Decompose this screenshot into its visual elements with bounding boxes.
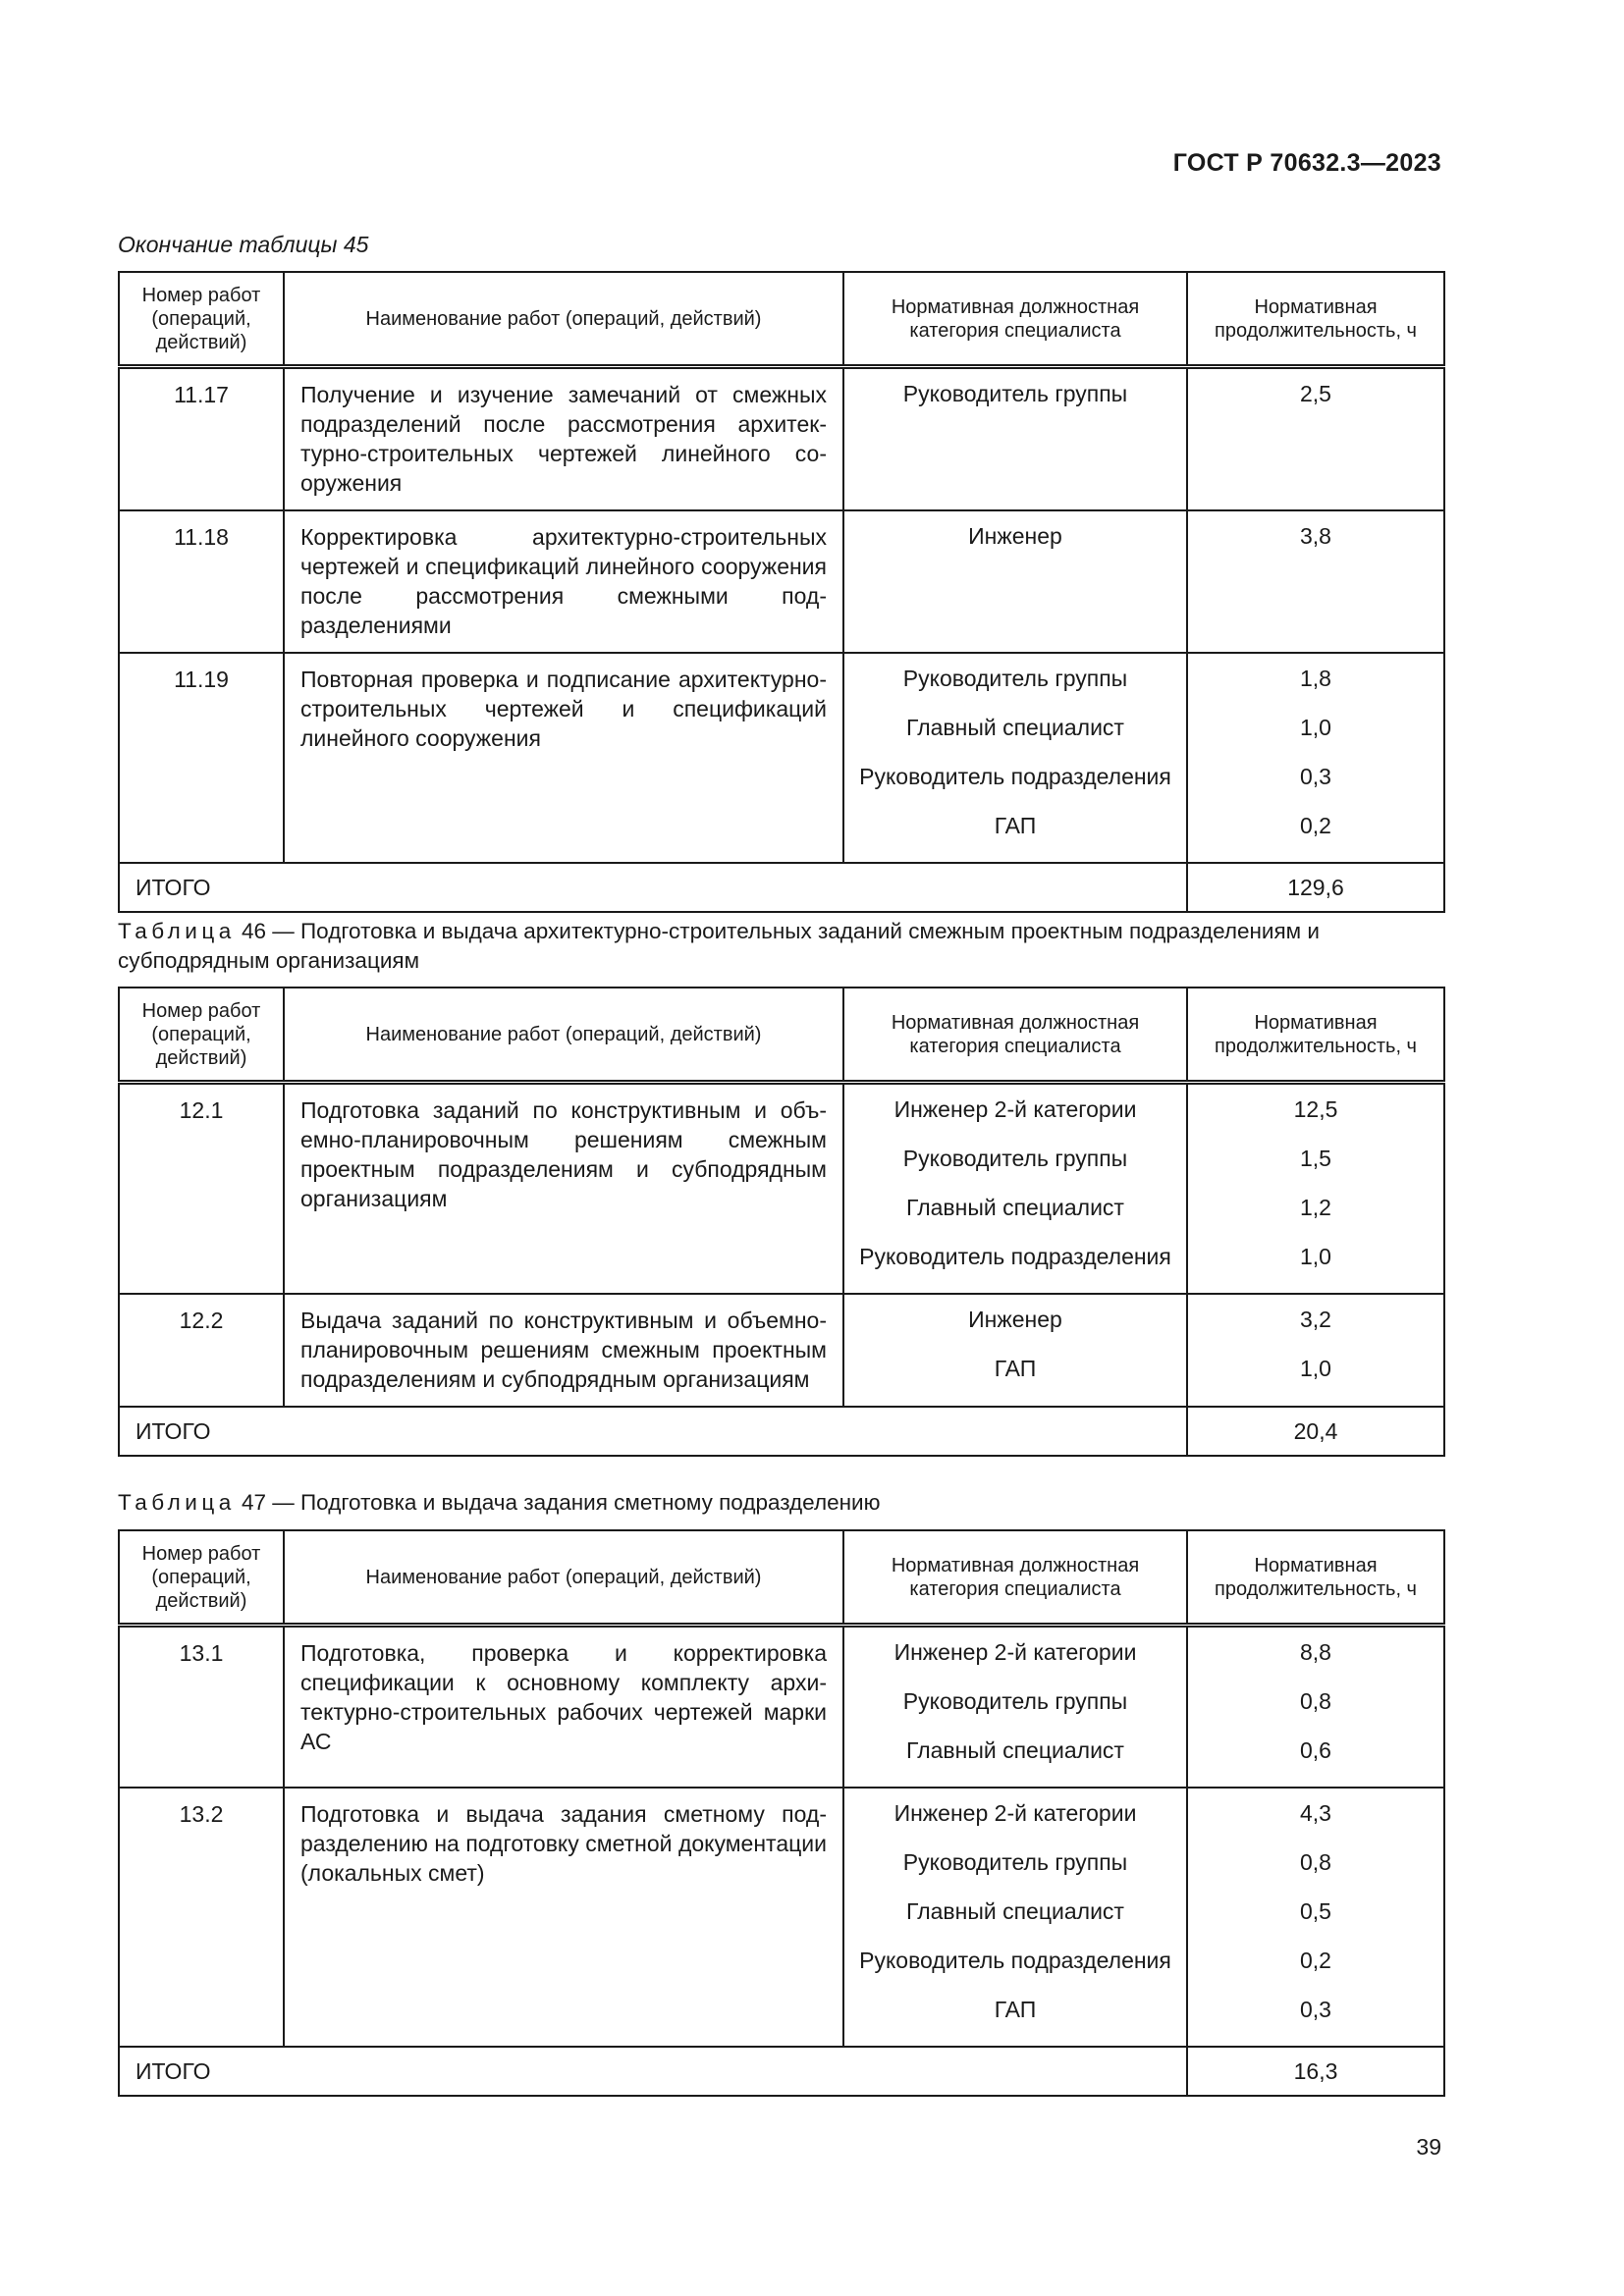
duration-value: 0,8	[1300, 1849, 1331, 1875]
caption-text: 46 — Подготовка и выдача архитектурно-строительных заданий смежным проектным подразделениям и субподрядным организациям	[118, 919, 1320, 973]
specialist-category: Главный специалист	[906, 1737, 1124, 1763]
duration-value: 1,0	[1300, 1356, 1331, 1381]
duration-value: 1,5	[1300, 1146, 1331, 1171]
column-header-duration: Нормативная продолжительность, ч	[1187, 272, 1444, 367]
document-code: ГОСТ Р 70632.3—2023	[1172, 149, 1441, 177]
duration-value: 4,3	[1300, 1800, 1331, 1826]
specialist-category-cell	[843, 1294, 1187, 1407]
column-header-number: Номер работ (операций, действий)	[119, 272, 284, 367]
column-header-duration: Нормативная продолжительность, ч	[1187, 988, 1444, 1083]
work-name-cell: Корректировка архитектурно-строительных чертежей и спецификаций линейного сооружения после рассмотрения смежными подразделениями	[284, 510, 843, 653]
column-header-name: Наименование работ (операций, действий)	[284, 988, 843, 1083]
specialist-category: Руководитель группы	[902, 666, 1128, 691]
specialist-category: Инженер	[968, 1307, 1062, 1332]
work-number-cell: 13.1	[119, 1626, 284, 1789]
specialist-category: Руководитель группы	[902, 1849, 1128, 1875]
specialist-category: ГАП	[994, 813, 1037, 838]
specialist-category: Инженер 2-й категории	[893, 1800, 1137, 1826]
column-header-category: Нормативная должностная категория специалиста	[843, 272, 1187, 367]
table-45	[118, 271, 1445, 913]
total-value: 20,4	[1187, 1407, 1444, 1456]
work-name-cell: Повторная проверка и подписание архитектурно-строительных чертежей и спецификаций линейного сооружения	[284, 653, 843, 863]
duration-cell	[1187, 653, 1444, 863]
table-row	[119, 1788, 1444, 2047]
work-number-cell: 13.2	[119, 1788, 284, 2047]
duration-cell	[1187, 1788, 1444, 2047]
total-label: ИТОГО	[119, 863, 1187, 912]
specialist-category: Руководитель подразделения	[859, 764, 1171, 789]
duration-value: 3,2	[1300, 1307, 1331, 1332]
table-46-caption	[118, 917, 1443, 976]
table-46	[118, 987, 1445, 1457]
column-header-name: Наименование работ (операций, действий)	[284, 272, 843, 367]
page-number: 39	[1416, 2134, 1441, 2160]
duration-cell	[1187, 1294, 1444, 1407]
column-header-number: Номер работ (операций, действий)	[119, 1530, 284, 1626]
work-number-cell: 11.18	[119, 510, 284, 653]
table-row	[119, 1294, 1444, 1407]
specialist-category: Руководитель группы	[902, 1688, 1128, 1714]
duration-value: 8,8	[1300, 1639, 1331, 1665]
table-45-continuation-label: Окончание таблицы 45	[118, 232, 369, 257]
total-row	[119, 2047, 1444, 2096]
column-header-duration: Нормативная продолжительность, ч	[1187, 1530, 1444, 1626]
specialist-category: Инженер 2-й категории	[893, 1639, 1137, 1665]
specialist-category: Инженер 2-й категории	[893, 1096, 1137, 1122]
specialist-category: Главный специалист	[906, 1195, 1124, 1220]
duration-cell	[1187, 367, 1444, 511]
duration-cell	[1187, 510, 1444, 653]
total-value: 129,6	[1187, 863, 1444, 912]
column-header-name: Наименование работ (операций, действий)	[284, 1530, 843, 1626]
duration-value: 1,0	[1300, 715, 1331, 740]
work-number-cell: 11.19	[119, 653, 284, 863]
duration-value: 0,2	[1300, 813, 1331, 838]
table-header-row	[119, 1530, 1444, 1626]
duration-value: 2,5	[1300, 381, 1331, 406]
duration-value: 0,6	[1300, 1737, 1331, 1763]
caption-text: 47 — Подготовка и выдача задания сметному подразделению	[235, 1490, 881, 1515]
table-47	[118, 1529, 1445, 2097]
specialist-category-cell	[843, 510, 1187, 653]
duration-value: 12,5	[1293, 1096, 1338, 1122]
table-row	[119, 510, 1444, 653]
column-header-category: Нормативная должностная категория специалиста	[843, 988, 1187, 1083]
duration-cell	[1187, 1083, 1444, 1295]
work-number-cell: 12.1	[119, 1083, 284, 1295]
specialist-category-cell	[843, 1788, 1187, 2047]
specialist-category: Руководитель группы	[902, 1146, 1128, 1171]
work-name-cell: Получение и изучение замечаний от смежных подразделений после рассмотрения архитектурно-строительных чертежей линейного сооружения	[284, 367, 843, 511]
caption-word: Таблица	[118, 1490, 236, 1515]
table-row	[119, 1083, 1444, 1295]
duration-value: 1,2	[1300, 1195, 1331, 1220]
table-row	[119, 653, 1444, 863]
work-number-cell: 11.17	[119, 367, 284, 511]
column-header-category: Нормативная должностная категория специалиста	[843, 1530, 1187, 1626]
specialist-category: Руководитель подразделения	[859, 1244, 1171, 1269]
duration-value: 0,8	[1300, 1688, 1331, 1714]
work-name-cell: Подготовка заданий по конструктивным и объемно-планировочным решениям смежным проектным подразделениям и субподрядным организациям	[284, 1083, 843, 1295]
table-header-row	[119, 988, 1444, 1083]
table-row	[119, 1626, 1444, 1789]
specialist-category-cell	[843, 367, 1187, 511]
duration-cell	[1187, 1626, 1444, 1789]
specialist-category: ГАП	[994, 1997, 1037, 2022]
column-header-number: Номер работ (операций, действий)	[119, 988, 284, 1083]
work-number-cell: 12.2	[119, 1294, 284, 1407]
duration-value: 0,5	[1300, 1898, 1331, 1924]
total-label: ИТОГО	[119, 1407, 1187, 1456]
work-name-cell: Выдача заданий по конструктивным и объемно-планировочным решениям смежным проектным подразделениям и субподрядным организациям	[284, 1294, 843, 1407]
specialist-category: Руководитель группы	[902, 381, 1128, 406]
caption-word: Таблица	[118, 919, 236, 943]
duration-value: 0,3	[1300, 1997, 1331, 2022]
duration-value: 1,0	[1300, 1244, 1331, 1269]
specialist-category: Главный специалист	[906, 1898, 1124, 1924]
duration-value: 0,3	[1300, 764, 1331, 789]
total-row	[119, 1407, 1444, 1456]
work-name-cell: Подготовка и выдача задания сметному подразделению на подготовку сметной документации (локальных смет)	[284, 1788, 843, 2047]
specialist-category: Главный специалист	[906, 715, 1124, 740]
total-row	[119, 863, 1444, 912]
duration-value: 3,8	[1300, 523, 1331, 549]
specialist-category: Руководитель подразделения	[859, 1948, 1171, 1973]
specialist-category: ГАП	[994, 1356, 1037, 1381]
specialist-category-cell	[843, 1083, 1187, 1295]
table-header-row	[119, 272, 1444, 367]
work-name-cell: Подготовка, проверка и корректировка спецификации к основному комплекту архитектурно-строительных рабочих чертежей марки АС	[284, 1626, 843, 1789]
specialist-category: Инженер	[968, 523, 1062, 549]
table-47-caption	[118, 1488, 1443, 1518]
duration-value: 1,8	[1300, 666, 1331, 691]
table-row	[119, 367, 1444, 511]
total-label: ИТОГО	[119, 2047, 1187, 2096]
total-value: 16,3	[1187, 2047, 1444, 2096]
specialist-category-cell	[843, 653, 1187, 863]
specialist-category-cell	[843, 1626, 1187, 1789]
duration-value: 0,2	[1300, 1948, 1331, 1973]
